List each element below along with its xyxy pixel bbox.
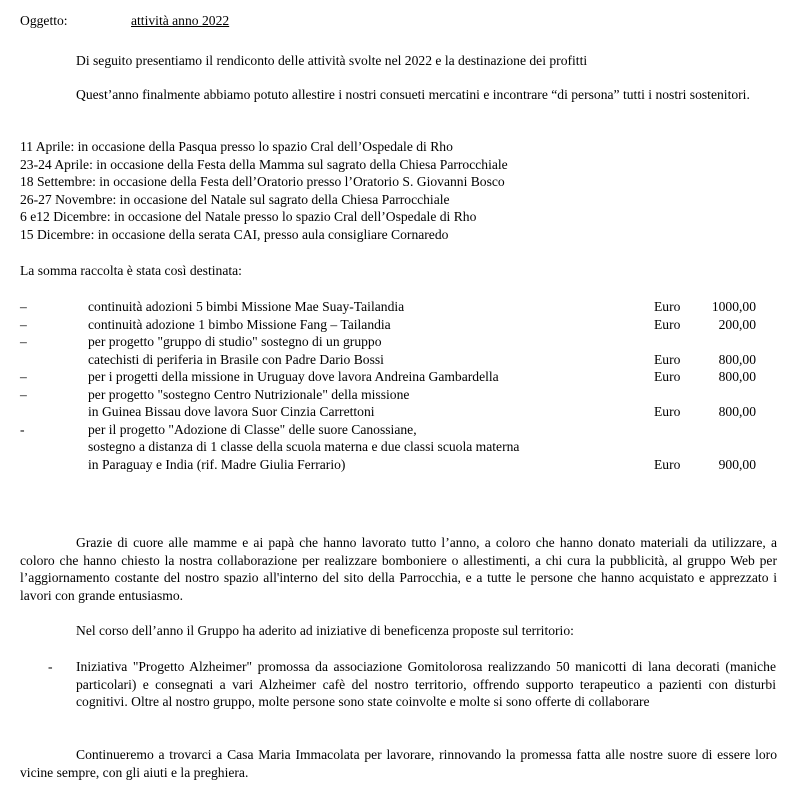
row-currency: Euro bbox=[654, 351, 681, 367]
row-currency: Euro bbox=[654, 299, 681, 314]
row-amount: 800,00 bbox=[718, 404, 756, 419]
intro-line: Di seguito presentiamo il rendiconto delle attività svolte nel 2022 e la destinazione dei profitti bbox=[76, 53, 588, 68]
closing-paragraph bbox=[20, 746, 777, 781]
row-dash: – bbox=[20, 334, 27, 349]
allocation-row bbox=[20, 333, 760, 351]
allocation-row bbox=[20, 368, 760, 386]
row-dash: - bbox=[20, 421, 25, 437]
row-amount: 1000,00 bbox=[711, 299, 756, 314]
row-currency: Euro bbox=[654, 456, 681, 472]
row-amount: 800,00 bbox=[718, 351, 756, 367]
allocation-row bbox=[20, 403, 760, 421]
row-currency: Euro bbox=[654, 404, 681, 419]
allocation-row bbox=[20, 386, 760, 404]
initiative-bullet: - bbox=[48, 659, 53, 674]
event-item: 23-24 Aprile: in occasione della Festa della Mamma sul sagrato della Chiesa Parrocchiale bbox=[20, 156, 508, 172]
allocation-row bbox=[20, 316, 760, 334]
row-description: per progetto "sostegno Centro Nutrizionale" della missione bbox=[88, 386, 410, 402]
subject-label: Oggetto: bbox=[20, 13, 68, 28]
initiative-text: Iniziativa "Progetto Alzheimer" promossa da associazione Gomitolorosa realizzando 50 manicotti di lana decorati (maniche particolari) e consegnati a vari Alzheimer cafè del nostro territorio, offrendo supporto terapeutico a pazienti con disturbi cognitivi. Oltre al nostro gruppo, molte persone sono state coinvolte e molte si sono offerte di collaborare bbox=[76, 659, 776, 709]
opening-text: Quest’anno finalmente abbiamo potuto allestire i nostri consueti mercatini e incontrare “di persona” tutti i nostri sostenitori. bbox=[76, 87, 750, 102]
row-dash: – bbox=[20, 369, 27, 384]
subject-value: attività anno 2022 bbox=[131, 13, 230, 28]
row-description: in Paraguay e India (rif. Madre Giulia Ferrario) bbox=[88, 456, 346, 472]
allocation-table bbox=[20, 298, 760, 473]
row-currency: Euro bbox=[654, 369, 681, 384]
row-description: per progetto "gruppo di studio" sostegno di un gruppo bbox=[88, 334, 382, 349]
allocation-row bbox=[20, 438, 760, 456]
row-dash: – bbox=[20, 299, 27, 314]
allocation-row bbox=[20, 456, 760, 474]
event-item: 11 Aprile: in occasione della Pasqua presso lo spazio Cral dell’Ospedale di Rho bbox=[20, 139, 453, 154]
event-item: 26-27 Novembre: in occasione del Natale sul sagrato della Chiesa Parrocchiale bbox=[20, 191, 450, 207]
row-description: continuità adozione 1 bimbo Missione Fang – Tailandia bbox=[88, 316, 391, 332]
row-amount: 200,00 bbox=[718, 316, 756, 332]
row-dash: – bbox=[20, 386, 27, 402]
row-description: catechisti di periferia in Brasile con Padre Dario Bossi bbox=[88, 351, 384, 367]
initiatives-intro: Nel corso dell’anno il Gruppo ha aderito ad iniziative di beneficenza proposte sul territorio: bbox=[76, 623, 574, 638]
row-dash: – bbox=[20, 316, 27, 332]
event-item: 6 e12 Dicembre: in occasione del Natale presso lo spazio Cral dell’Ospedale di Rho bbox=[20, 209, 477, 224]
thanks-paragraph bbox=[20, 534, 777, 604]
allocation-row bbox=[20, 421, 760, 439]
row-description: continuità adozioni 5 bimbi Missione Mae Suay-Tailandia bbox=[88, 299, 405, 314]
row-description: per il progetto "Adozione di Classe" delle suore Canossiane, bbox=[88, 421, 417, 437]
allocation-intro: La somma raccolta è stata così destinata: bbox=[20, 263, 242, 278]
row-amount: 800,00 bbox=[718, 369, 756, 384]
events-list bbox=[20, 138, 508, 243]
event-item: 18 Settembre: in occasione della Festa dell’Oratorio presso l’Oratorio S. Giovanni Bosco bbox=[20, 174, 505, 189]
closing-text: Continueremo a trovarci a Casa Maria Immacolata per lavorare, rinnovando la promessa fatta alle nostre suore di essere loro vicine sempre, con gli aiuti e la preghiera. bbox=[20, 747, 777, 780]
row-currency: Euro bbox=[654, 316, 681, 332]
allocation-row bbox=[20, 298, 760, 316]
row-amount: 900,00 bbox=[718, 456, 756, 472]
row-description: per i progetti della missione in Uruguay dove lavora Andreina Gambardella bbox=[88, 369, 499, 384]
opening-paragraph bbox=[20, 86, 777, 104]
allocation-row bbox=[20, 351, 760, 369]
thanks-text: Grazie di cuore alle mamme e ai papà che hanno lavorato tutto l’anno, a coloro che hanno donato materiali da utilizzare, a coloro che hanno chiesto la nostra collaborazione per realizzare bomboniere o allestimenti, a chi cura la pubblicità, al gruppo Web per l’aggiornamento costante del nostro spazio all'interno del sito della Parrocchia, e a tutte le persone che hanno acquistato e apprezzato i lavori con grande entusiasmo. bbox=[20, 535, 777, 603]
row-description: sostegno a distanza di 1 classe della scuola materna e due classi scuola materna bbox=[88, 439, 520, 454]
event-item: 15 Dicembre: in occasione della serata CAI, presso aula consigliare Cornaredo bbox=[20, 226, 449, 242]
row-description: in Guinea Bissau dove lavora Suor Cinzia Carrettoni bbox=[88, 404, 375, 419]
